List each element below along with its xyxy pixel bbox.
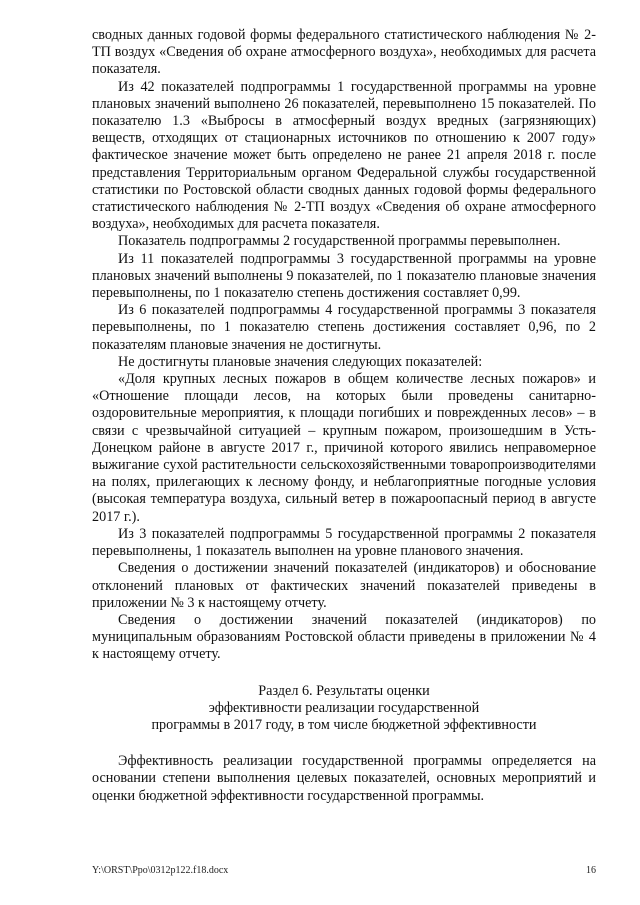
paragraph-forest-fires: «Доля крупных лесных пожаров в общем количестве лесных пожаров» и «Отношение площади лесов, на которых были проведены санитарно-оздоровительные мероприятия, к площади погибших и поврежденных лесов» – в связи с чрезвычайной ситуацией – крупным пожаром, произошедшим в Усть-Донецком районе в августе 2017 г., причиной которого явились неправомерное выжигание сухой растительности сельскохозяйственными товаропроизводителями на полях, прилегающих к лесному фонду, и неблагоприятные погодные условия (высокая температура воздуха, сильный ветер в пожароопасный период в августе 2017 г.). — [92, 371, 596, 525]
section-heading — [92, 683, 596, 735]
paragraph-continuation: сводных данных годовой формы федерального статистического наблюдения № 2-ТП воздух «Сведения об охране атмосферного воздуха», необходимых для расчета показателя. — [92, 27, 596, 78]
paragraph-subprogram-5: Из 3 показателей подпрограммы 5 государственной программы 2 показателя перевыполнены, 1 показатель выполнен на уровне планового значения. — [92, 525, 596, 560]
footer-file-path: Y:\ORST\Ppo\0312p122.f18.docx — [92, 865, 229, 876]
paragraph-not-achieved: Не достигнуты плановые значения следующих показателей: — [118, 353, 483, 370]
paragraph-subprogram-3: Из 11 показателей подпрограммы 3 государственной программы на уровне плановых значений выполнены 9 показателей, по 1 показателю плановые значения перевыполнены, по 1 показателю степень достижения составляет 0,99. — [92, 250, 596, 302]
paragraph-subprogram-2: Показатель подпрограммы 2 государственной программы перевыполнен. — [118, 233, 561, 250]
paragraph-efficiency: Эффективность реализации государственной программы определяется на основании степени выполнения целевых показателей, основных мероприятий и оценки бюджетной эффективности государственной программы. — [92, 753, 596, 804]
footer-page-number: 16 — [586, 865, 596, 876]
paragraph-appendix-4: Сведения о достижении значений показателей (индикаторов) по муниципальным образованиям Ростовской области приведены в приложении № 4 к настоящему отчету. — [92, 611, 596, 663]
page-footer — [92, 862, 596, 879]
section-heading-line-1: Раздел 6. Результаты оценки — [258, 682, 430, 699]
section-heading-line-2: эффективности реализации государственной — [208, 699, 480, 716]
paragraph-subprogram-1: Из 42 показателей подпрограммы 1 государственной программы на уровне плановых значений выполнено 26 показателей, перевыполнено 15 показателей. По показателю 1.3 «Выбросы в атмосферный воздух вредных (загрязняющих) веществ, отходящих от стационарных источников по отношению к 2007 году» фактическое значение может быть определено не ранее 21 апреля 2018 г. после представления Территориальным органом Федеральной службы государственной статистики по Ростовской области сводных данных годовой формы федерального статистического наблюдения № 2-ТП воздух «Сведения об охране атмосферного воздуха», необходимых для расчета показателя. — [92, 78, 596, 233]
paragraph-subprogram-4: Из 6 показателей подпрограммы 4 государственной программы 3 показателя перевыполнены, по 1 показателю степень достижения составляет 0,96, по 2 показателям плановые значения не достигнуты. — [92, 302, 596, 353]
section-heading-line-3: программы в 2017 году, в том числе бюджетной эффективности — [151, 716, 537, 733]
paragraph-appendix-3: Сведения о достижении значений показателей (индикаторов) и обоснование отклонений плановых от фактических значений показателей приведены в приложении № 3 к настоящему отчету. — [92, 560, 596, 611]
